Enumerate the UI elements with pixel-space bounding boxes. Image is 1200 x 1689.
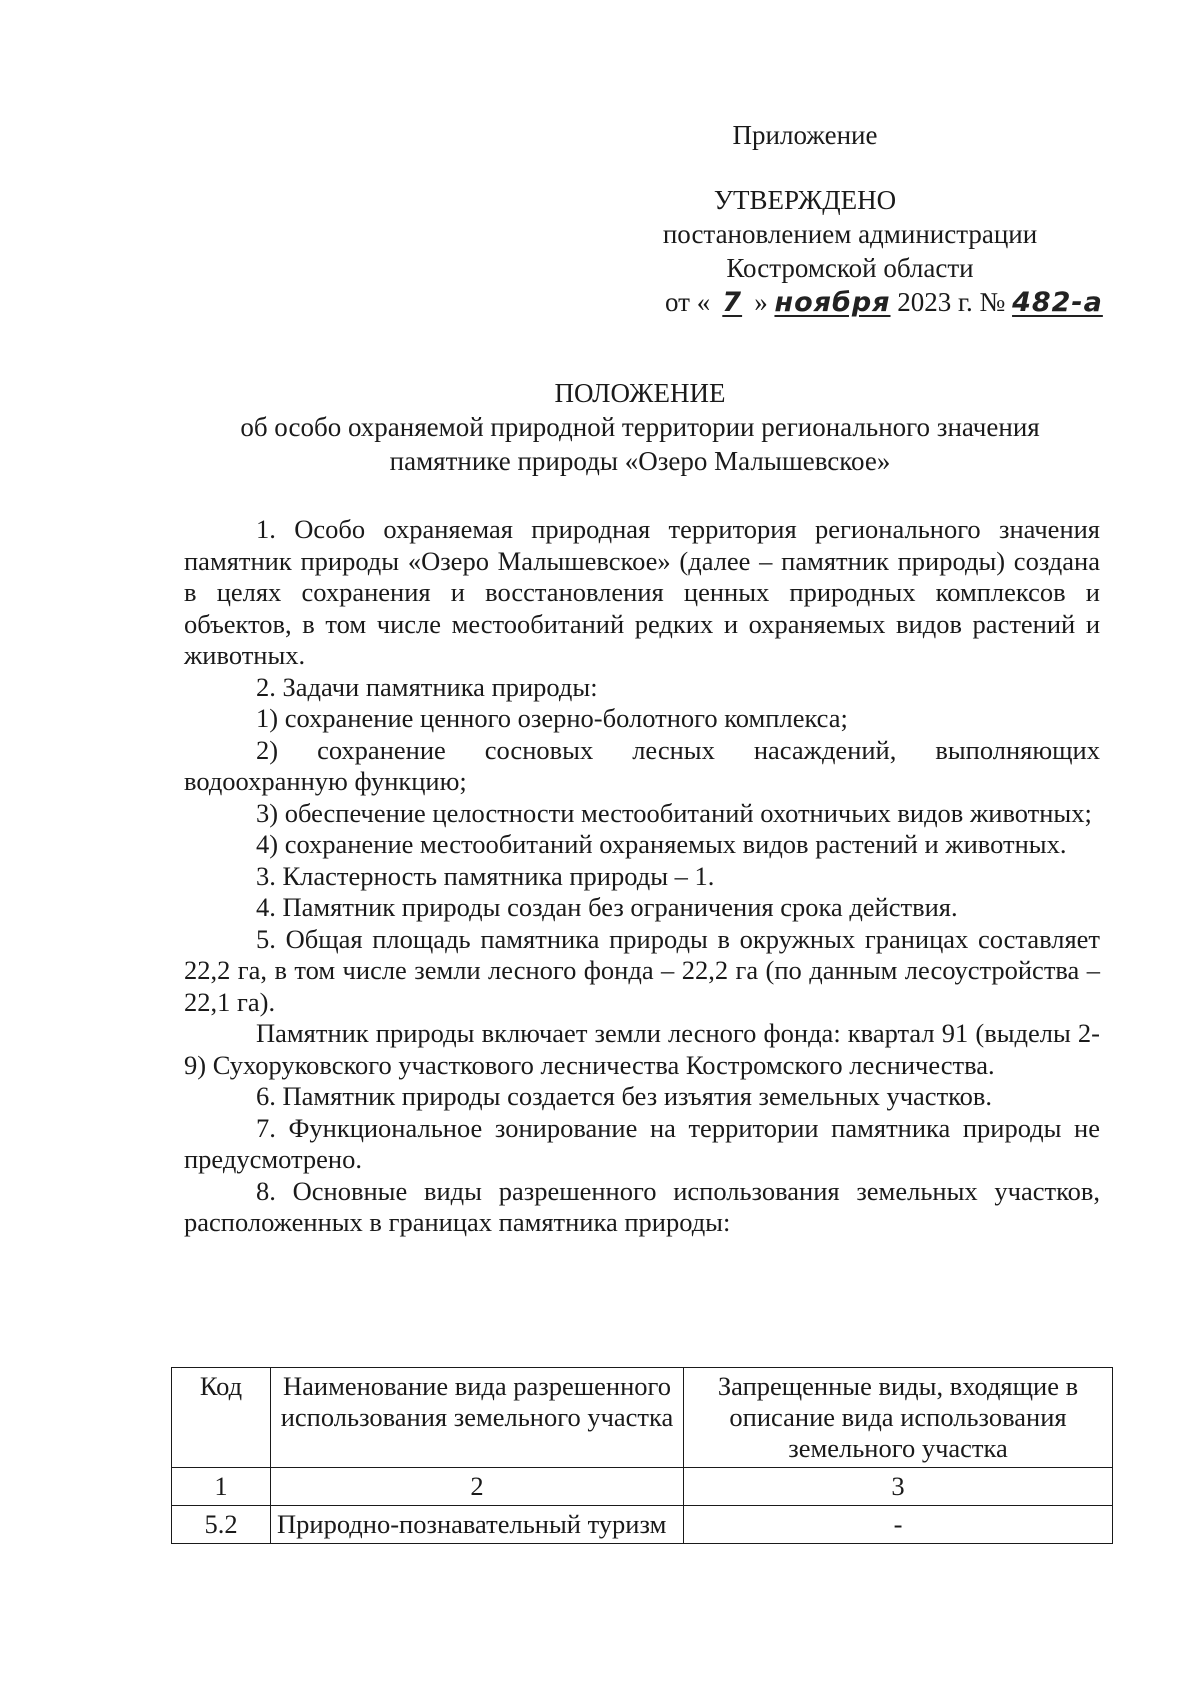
paragraph-8: 8. Основные виды разрешенного использования земельных участков, расположенных в границах памятника природы: [184, 1175, 1100, 1237]
decree-date-line [665, 287, 1125, 318]
paragraph-1: 1. Особо охраняемая природная территория регионального значения памятник природы «Озеро Малышевское» (далее – памятник природы) создана в целях сохранения и восстановления ценных природных комплексов и объектов, в том числе местообитаний редких и охраняемых видов растений и животных. [184, 514, 1100, 670]
paragraph-6: 6. Памятник природы создается без изъятия земельных участков. [256, 1081, 993, 1111]
date-year: 2023 г. № [897, 287, 1006, 317]
paragraph-4: 4. Памятник природы создан без ограничения срока действия. [256, 892, 958, 922]
header-code: Код [172, 1368, 271, 1468]
paragraph-2-item-4: 4) сохранение местообитаний охраняемых видов растений и животных. [256, 829, 1067, 859]
paragraph-2-item-1: 1) сохранение ценного озерно-болотного комплекса; [256, 703, 848, 733]
paragraph-2-item-3: 3) обеспечение целостности местообитаний охотничьих видов животных; [256, 797, 1092, 828]
land-use-table [171, 1367, 1113, 1544]
date-prefix: от « [665, 287, 711, 317]
handwritten-number: 482-а [1012, 287, 1103, 318]
numbering-1: 1 [172, 1468, 271, 1506]
paragraph-3: 3. Кластерность памятника природы – 1. [256, 860, 715, 891]
document-title: ПОЛОЖЕНИЕ [554, 378, 726, 408]
appendix-label: Приложение [732, 120, 878, 150]
numbering-3: 3 [684, 1468, 1113, 1506]
document-subtitle-2: памятнике природы «Озеро Малышевское» [389, 446, 891, 476]
paragraph-5-forest: Памятник природы включает земли лесного фонда: квартал 91 (выделы 2-9) Сухоруковского участкового лесничества Костромского лесничества. [184, 1018, 1100, 1080]
paragraph-2-item-2: 2) сохранение сосновых лесных насаждений, выполняющих водоохранную функцию; [184, 734, 1100, 796]
handwritten-day: 7 [722, 287, 743, 318]
paragraph-7: 7. Функциональное зонирование на территории памятника природы не предусмотрено. [184, 1112, 1100, 1174]
document-body [184, 514, 1100, 1239]
decree-line-1: постановлением администрации [662, 219, 1038, 249]
table-header-row [172, 1368, 1113, 1468]
handwritten-month: ноября [774, 287, 891, 318]
approved-stamp-text: УТВЕРЖДЕНО [713, 185, 897, 215]
row-prohibited: - [684, 1506, 1113, 1544]
numbering-2: 2 [271, 1468, 684, 1506]
paragraph-2: 2. Задачи памятника природы: [256, 671, 598, 702]
paragraph-5: 5. Общая площадь памятника природы в окружных границах составляет 22,2 га, в том числе земли лесного фонда – 22,2 га (по данным лесоустройства – 22,1 га). [184, 923, 1100, 1017]
row-code: 5.2 [172, 1506, 271, 1544]
row-use-name: Природно-познавательный туризм [271, 1506, 684, 1544]
date-mid: » [754, 287, 768, 317]
decree-line-2: Костромской области [726, 253, 974, 283]
header-prohibited: Запрещенные виды, входящие в описание вида использования земельного участка [684, 1368, 1113, 1468]
document-subtitle-1: об особо охраняемой природной территории регионального значения [240, 412, 1040, 442]
table-row [172, 1506, 1113, 1544]
table-numbering-row [172, 1468, 1113, 1506]
header-use-name: Наименование вида разрешенного использования земельного участка [271, 1368, 684, 1468]
